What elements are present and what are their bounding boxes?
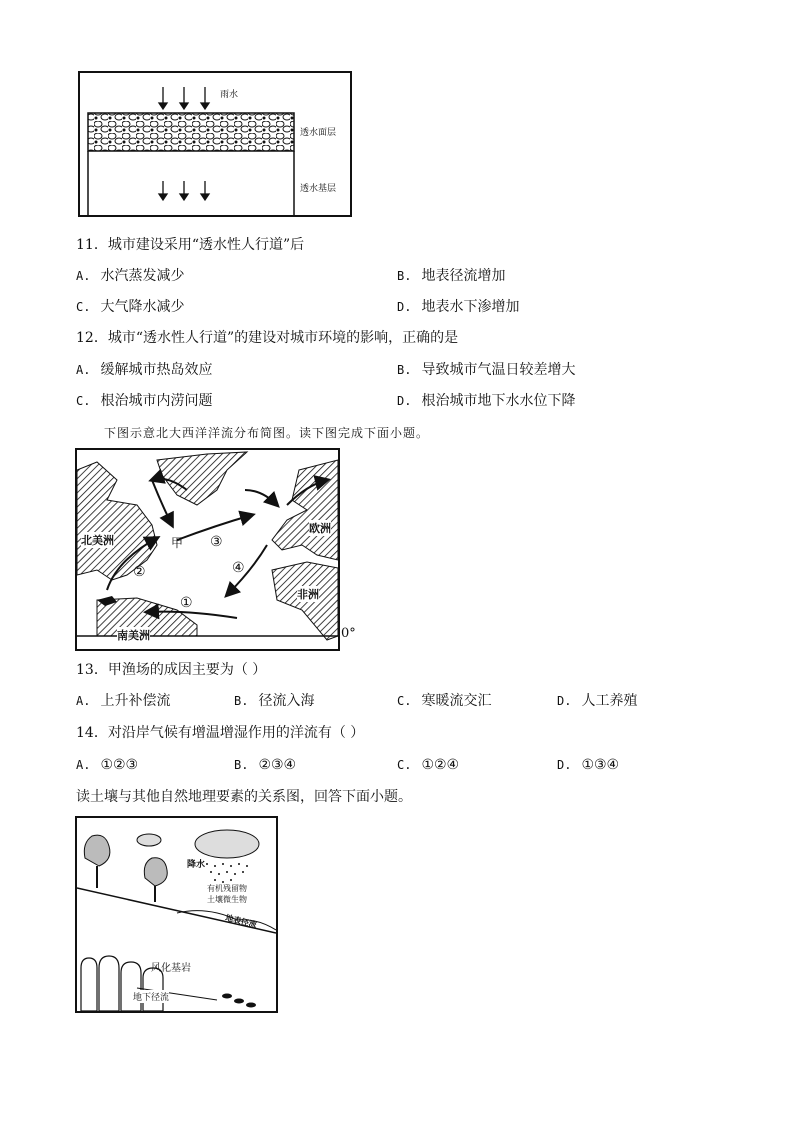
q13-option-a[interactable]: [76, 692, 170, 710]
option-text: 根治城市地下水水位下降: [421, 393, 576, 409]
permeable-pavement-figure: [78, 71, 352, 217]
option-text: ①②③: [100, 757, 139, 773]
option-key: A.: [76, 269, 91, 283]
q13-option-b[interactable]: [234, 692, 314, 710]
option-key: D.: [397, 300, 412, 314]
organic-residue-label: 有机残留物: [207, 884, 247, 893]
option-text: 地表径流增加: [421, 268, 506, 284]
soil-microbe-label: 土壤微生物: [207, 895, 247, 904]
bedrock-label: 风化基岩: [151, 963, 191, 974]
option-key: A.: [76, 758, 91, 772]
option-key: D.: [557, 694, 572, 708]
q11-option-b[interactable]: [397, 267, 505, 285]
option-text: ②③④: [258, 757, 297, 773]
option-text: 地表水下渗增加: [421, 299, 520, 315]
option-key: B.: [397, 269, 412, 283]
option-key: B.: [234, 758, 249, 772]
option-key: C.: [76, 394, 91, 408]
question-11-stem: 11．城市建设采用“透水性人行道”后: [76, 237, 305, 253]
option-text: 缓解城市热岛效应: [100, 362, 213, 378]
rain-label: 降水: [187, 860, 206, 870]
north-atlantic-currents-map: [75, 448, 340, 651]
question-13-stem: 13．甲渔场的成因主要为（ ）: [76, 662, 267, 678]
q13-option-c[interactable]: [397, 692, 491, 710]
option-text: ①③④: [581, 757, 620, 773]
surface-runoff-label: 地表径流: [224, 913, 258, 930]
q14-option-d[interactable]: [557, 756, 619, 774]
option-text: 根治城市内涝问题: [100, 393, 213, 409]
option-text: 人工养殖: [581, 693, 638, 709]
q12-option-a[interactable]: [76, 361, 212, 379]
africa-label: 非洲: [297, 588, 319, 601]
option-key: B.: [397, 363, 412, 377]
option-key: D.: [397, 394, 412, 408]
intro-ocean-currents: 下图示意北大西洋洋流分布简图。读下图完成下面小题。: [104, 426, 430, 440]
north-america-label: 北美洲: [81, 534, 114, 547]
option-key: A.: [76, 694, 91, 708]
q14-option-a[interactable]: [76, 756, 138, 774]
q11-option-c[interactable]: [76, 298, 184, 316]
option-key: B.: [234, 694, 249, 708]
q14-option-b[interactable]: [234, 756, 296, 774]
rain-label: 雨水: [220, 90, 239, 100]
option-key: A.: [76, 363, 91, 377]
europe-label: 欧洲: [309, 522, 331, 535]
current-3-label: ③: [210, 534, 223, 550]
equator-label: 0°: [341, 626, 356, 641]
jia-label: 甲: [171, 536, 184, 550]
current-4-label: ④: [232, 560, 245, 576]
option-key: D.: [557, 758, 572, 772]
option-text: 径流入海: [258, 693, 315, 709]
option-text: 水汽蒸发减少: [100, 268, 185, 284]
current-2-label: ②: [133, 564, 146, 580]
base-layer-label: 透水基层: [300, 184, 337, 194]
q13-option-d[interactable]: [557, 692, 637, 710]
q12-option-d[interactable]: [397, 392, 575, 410]
option-text: 大气降水减少: [100, 299, 185, 315]
question-14-stem: 14．对沿岸气候有增温增湿作用的洋流有（ ）: [76, 725, 365, 741]
soil-relation-diagram: [77, 818, 276, 1011]
q11-option-a[interactable]: [76, 267, 184, 285]
question-12-stem: 12．城市“透水性人行道”的建设对城市环境的影响，正确的是: [76, 330, 459, 346]
option-text: 上升补偿流: [100, 693, 171, 709]
ocean-current-map: [77, 450, 338, 649]
option-key: C.: [397, 694, 412, 708]
q12-option-b[interactable]: [397, 361, 575, 379]
current-1-label: ①: [180, 595, 193, 611]
option-text: ①②④: [421, 757, 460, 773]
south-america-label: 南美洲: [117, 629, 150, 642]
q11-option-d[interactable]: [397, 298, 519, 316]
surface-layer-label: 透水面层: [300, 128, 337, 138]
option-key: C.: [76, 300, 91, 314]
underground-runoff-label: 地下径流: [133, 990, 169, 1003]
soil-relation-figure: [75, 816, 278, 1013]
q14-option-c[interactable]: [397, 756, 459, 774]
q12-option-c[interactable]: [76, 392, 212, 410]
option-text: 寒暖流交汇: [421, 693, 492, 709]
option-text: 导致城市气温日较差增大: [421, 362, 576, 378]
intro-soil-relations: 读土壤与其他自然地理要素的关系图，回答下面小题。: [76, 789, 412, 805]
option-key: C.: [397, 758, 412, 772]
